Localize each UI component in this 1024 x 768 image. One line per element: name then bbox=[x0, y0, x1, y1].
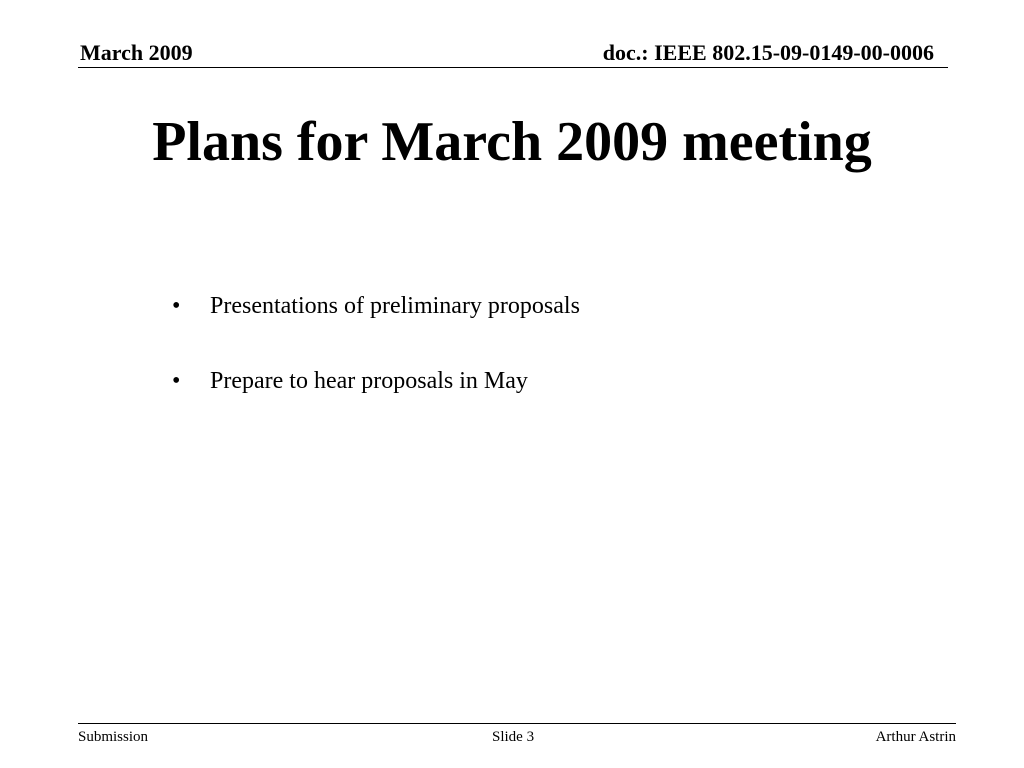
bullet-icon: • bbox=[172, 293, 181, 319]
header-divider bbox=[78, 67, 948, 68]
slide-title: Plans for March 2009 meeting bbox=[152, 111, 872, 173]
bullet-list bbox=[172, 290, 580, 440]
footer-author: Arthur Astrin bbox=[875, 729, 956, 745]
bullet-item bbox=[172, 290, 580, 322]
bullet-icon: • bbox=[172, 368, 181, 394]
header-date: March 2009 bbox=[80, 40, 193, 65]
footer-divider bbox=[78, 723, 956, 724]
bullet-text: Presentations of preliminary proposals bbox=[210, 293, 580, 319]
footer-submission: Submission bbox=[78, 729, 149, 745]
header-doc-id: doc.: IEEE 802.15-09-0149-00-0006 bbox=[602, 40, 934, 65]
bullet-item bbox=[172, 365, 580, 397]
footer-slide-number: Slide 3 bbox=[492, 729, 535, 745]
bullet-text: Prepare to hear proposals in May bbox=[210, 368, 528, 394]
